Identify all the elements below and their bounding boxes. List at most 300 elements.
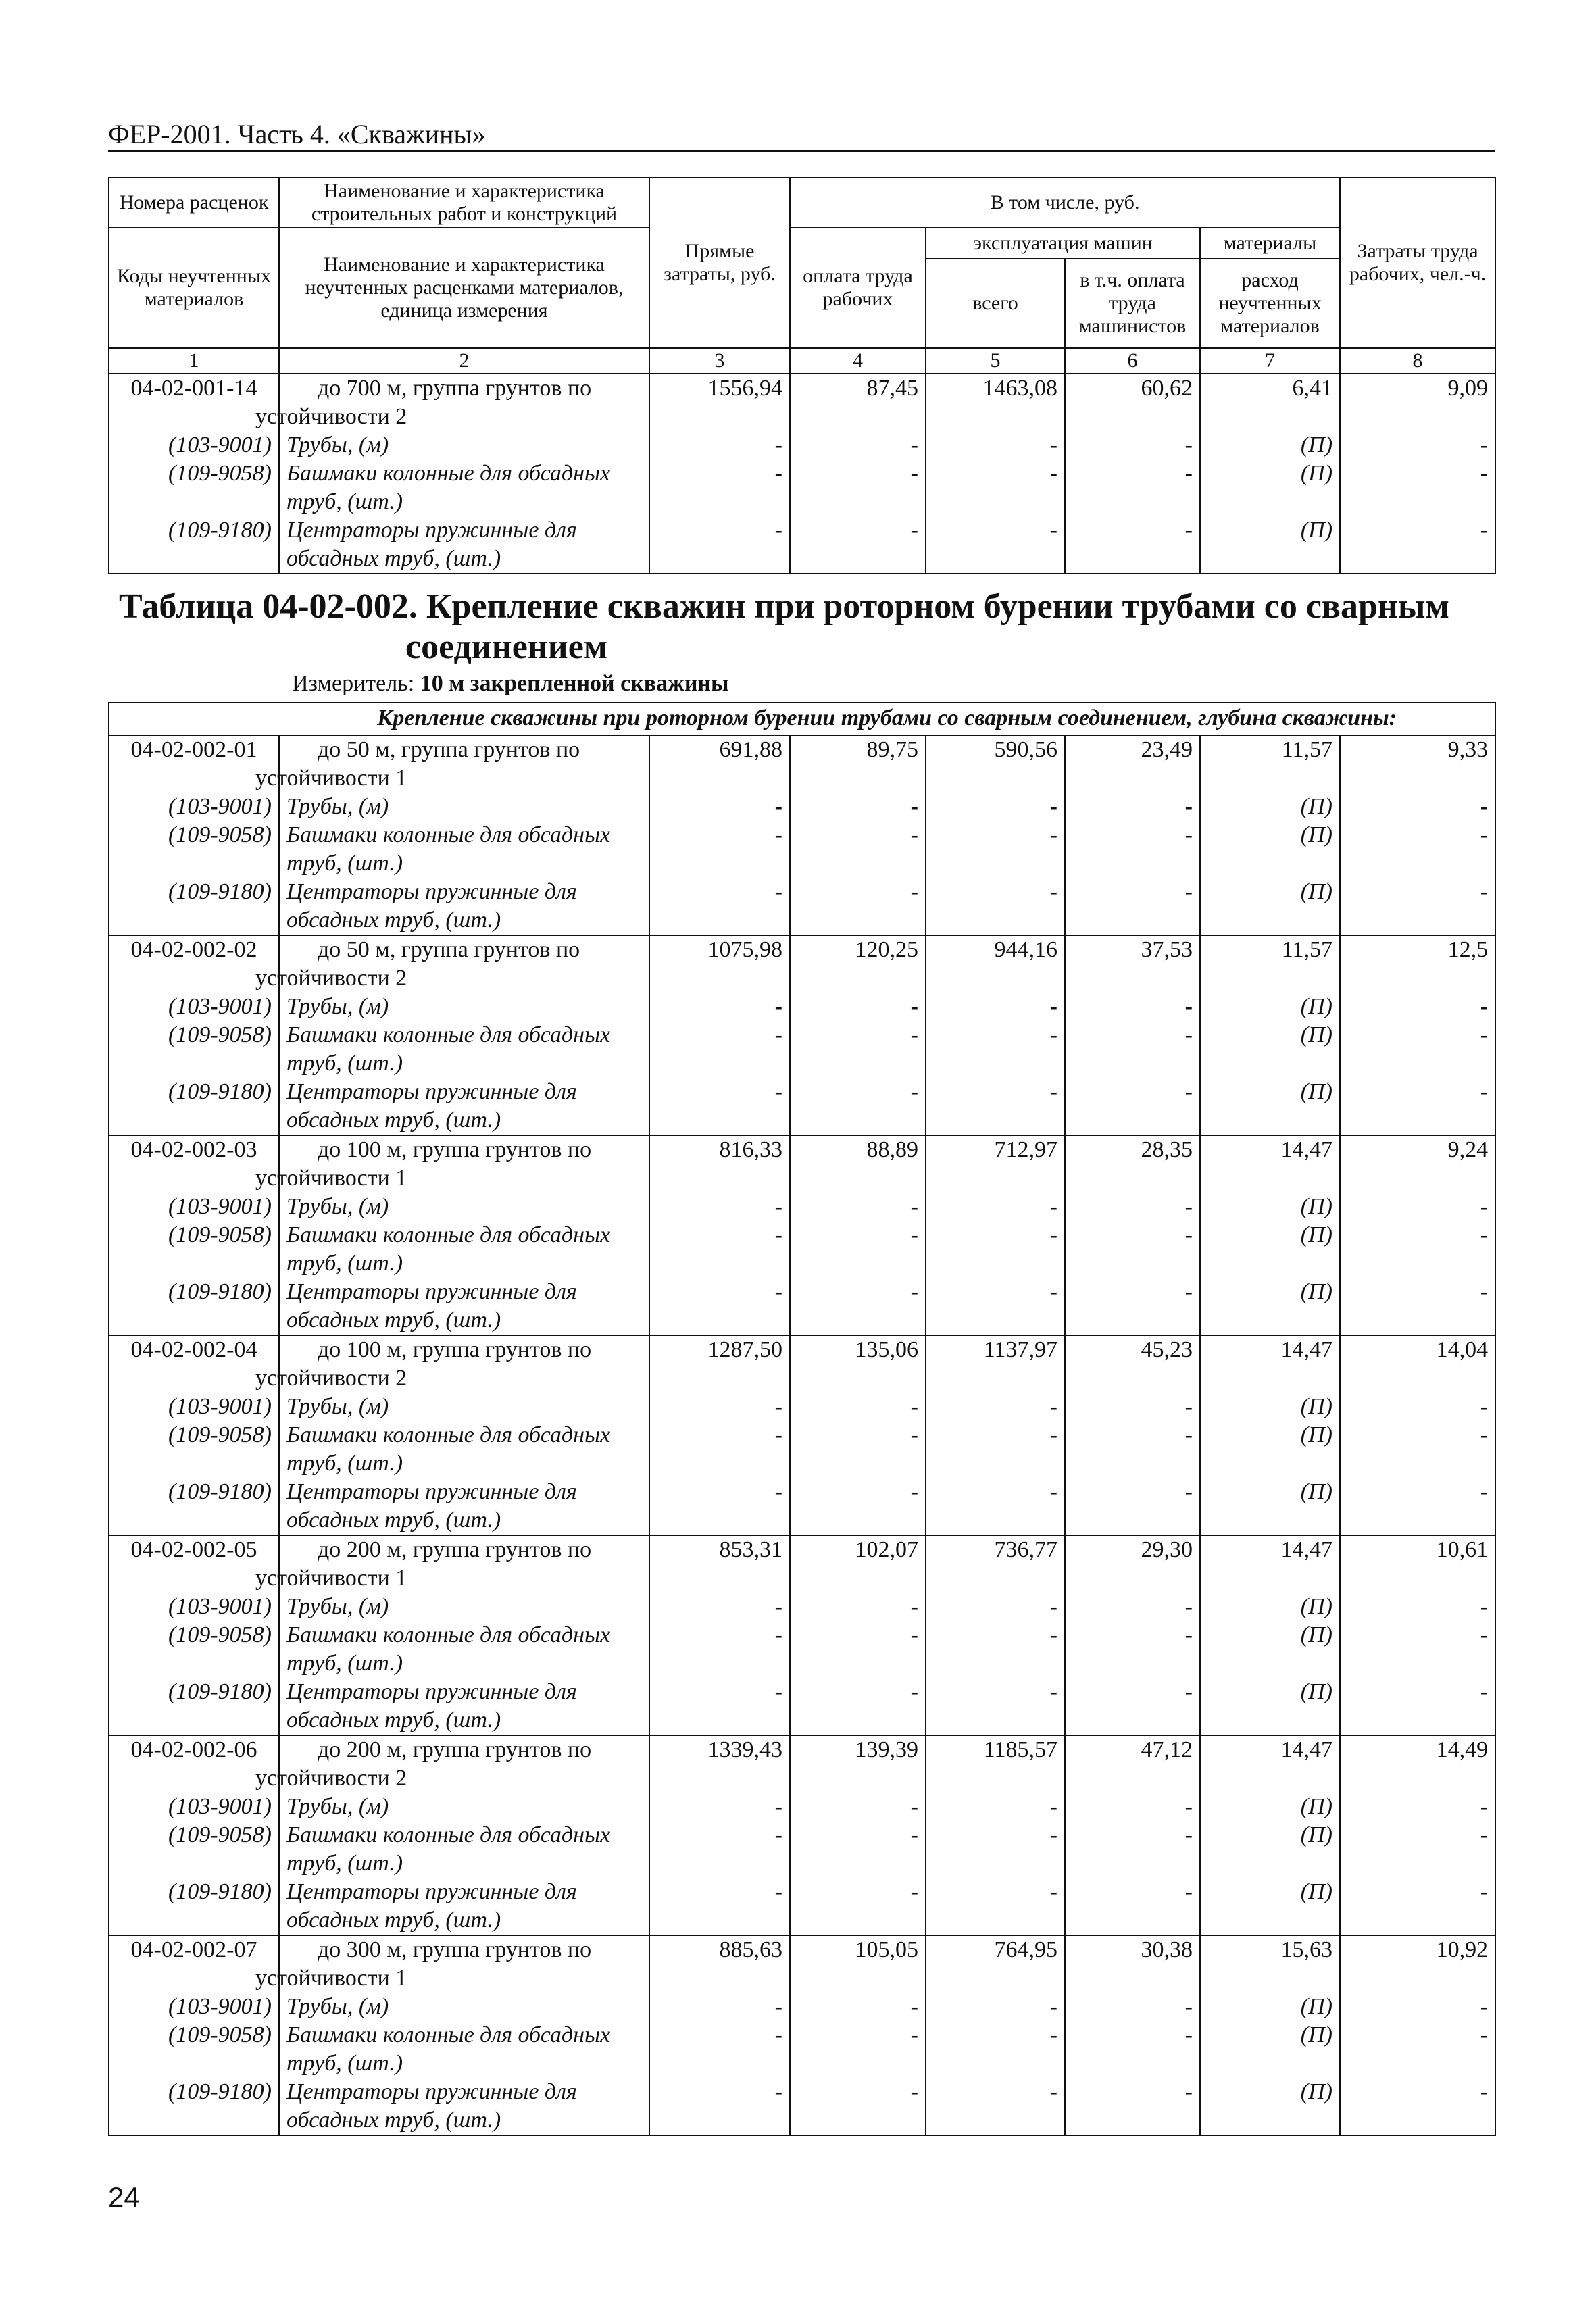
value-operators: 28,35	[1065, 1135, 1200, 1193]
column-number: 3	[649, 348, 790, 374]
empty-value-dash: -	[649, 1421, 790, 1478]
empty-value-dash: -	[926, 1793, 1065, 1821]
name-line: Башмаки колонные для обсадных	[286, 1422, 611, 1447]
name-line: Башмаки колонные для обсадных	[286, 1822, 611, 1847]
column-number: 5	[926, 348, 1065, 374]
empty-value-dash: -	[790, 1593, 926, 1621]
name-line: Центраторы пружинные для	[286, 1879, 577, 1904]
unaccounted-material-mark: (П)	[1200, 821, 1340, 878]
empty-value-dash: -	[1065, 1421, 1200, 1478]
name-line: Трубы, (м)	[286, 432, 389, 457]
unaccounted-material-mark: (П)	[1200, 1421, 1340, 1478]
page-number: 24	[108, 2181, 140, 2213]
work-name	[255, 374, 649, 431]
name-line: Трубы, (м)	[286, 1594, 389, 1619]
rate-row	[109, 374, 1495, 431]
name-line: обсадных труб, (шт.)	[286, 546, 501, 571]
unaccounted-material-mark: (П)	[1200, 1193, 1340, 1221]
material-code: (109-9058)	[109, 1421, 279, 1478]
name-line: труб, (шт.)	[286, 1451, 403, 1476]
name-line: Трубы, (м)	[286, 1994, 389, 2019]
name-line: обсадных труб, (шт.)	[286, 1708, 501, 1733]
name-line: труб, (шт.)	[286, 1251, 403, 1276]
value-direct: 691,88	[649, 735, 790, 793]
column-number: 2	[279, 348, 649, 374]
empty-value-dash: -	[926, 821, 1065, 878]
name-line: труб, (шт.)	[286, 1851, 403, 1876]
col-direct-costs-header: Прямые затраты, руб.	[649, 178, 790, 348]
empty-value-dash: -	[790, 878, 926, 935]
name-line: Башмаки колонные для обсадных	[286, 1622, 611, 1647]
value-machines: 764,95	[926, 1935, 1065, 1993]
value-direct: 885,63	[649, 1935, 790, 1993]
empty-value-dash: -	[1065, 1593, 1200, 1621]
empty-value-dash: -	[649, 1878, 790, 1935]
material-code: (109-9180)	[109, 1678, 279, 1735]
value-materials: 14,47	[1200, 1535, 1340, 1593]
material-name	[279, 1478, 649, 1535]
work-name	[255, 1735, 649, 1793]
rate-row	[109, 1535, 1495, 1593]
material-row	[109, 1421, 1495, 1478]
rate-row	[109, 935, 1495, 993]
empty-value-dash: -	[1340, 1878, 1495, 1935]
unaccounted-material-mark: (П)	[1200, 1021, 1340, 1078]
material-name	[279, 1793, 649, 1821]
empty-value-dash: -	[1340, 2021, 1495, 2078]
empty-value-dash: -	[926, 2021, 1065, 2078]
value-machines: 1463,08	[926, 374, 1065, 431]
material-row	[109, 1621, 1495, 1678]
empty-value-dash: -	[649, 1278, 790, 1335]
table-title	[119, 587, 1484, 668]
value-hours: 9,24	[1340, 1135, 1495, 1193]
material-code: (103-9001)	[109, 1593, 279, 1621]
material-code: (109-9180)	[109, 516, 279, 574]
empty-value-dash: -	[790, 1993, 926, 2021]
value-direct: 853,31	[649, 1535, 790, 1593]
empty-value-dash: -	[790, 2021, 926, 2078]
name-line: обсадных труб, (шт.)	[286, 1308, 501, 1333]
value-machines: 736,77	[926, 1535, 1065, 1593]
value-hours: 10,61	[1340, 1535, 1495, 1593]
material-code: (103-9001)	[109, 793, 279, 821]
name-line: труб, (шт.)	[286, 1051, 403, 1076]
unaccounted-material-mark: (П)	[1200, 431, 1340, 459]
material-name	[279, 1621, 649, 1678]
rates-table	[108, 702, 1496, 2136]
page-header: ФЕР-2001. Часть 4. «Скважины»	[108, 119, 486, 149]
material-name	[279, 1993, 649, 2021]
empty-value-dash: -	[1065, 459, 1200, 516]
name-line: труб, (шт.)	[286, 1651, 403, 1676]
col-material-names-header: Наименование и характеристика неучтенных расценками материалов, единица измерения	[279, 228, 649, 348]
section-caption: Крепление скважины при роторном бурении трубами со сварным соединением, глубина скважины:	[279, 703, 1495, 735]
name-line: Трубы, (м)	[286, 1394, 389, 1419]
value-hours: 10,92	[1340, 1935, 1495, 1993]
value-operators: 37,53	[1065, 935, 1200, 993]
col-material-usage-header: расход неучтенных материалов	[1200, 259, 1340, 348]
rate-row	[109, 1135, 1495, 1193]
name-line: обсадных труб, (шт.)	[286, 2108, 501, 2133]
name-line: Центраторы пружинные для	[286, 879, 577, 904]
unaccounted-material-mark: (П)	[1200, 1878, 1340, 1935]
empty-value-dash: -	[649, 1221, 790, 1278]
material-code: (103-9001)	[109, 1793, 279, 1821]
unaccounted-material-mark: (П)	[1200, 1478, 1340, 1535]
value-direct: 1556,94	[649, 374, 790, 431]
col-labor-hours-header: Затраты труда рабочих, чел.-ч.	[1340, 178, 1495, 348]
name-line: Центраторы пружинные для	[286, 1079, 577, 1104]
material-code: (103-9001)	[109, 1993, 279, 2021]
rate-row	[109, 1935, 1495, 1993]
empty-value-dash: -	[1065, 821, 1200, 878]
material-row	[109, 1993, 1495, 2021]
material-code: (103-9001)	[109, 431, 279, 459]
unaccounted-material-mark: (П)	[1200, 793, 1340, 821]
name-line: до 100 м, группа грунтов по	[318, 1337, 592, 1362]
unaccounted-material-mark: (П)	[1200, 1678, 1340, 1735]
material-name	[279, 1393, 649, 1421]
empty-value-dash: -	[649, 1821, 790, 1878]
value-hours: 14,49	[1340, 1735, 1495, 1793]
col-including-header: В том числе, руб.	[790, 178, 1340, 228]
name-line: труб, (шт.)	[286, 851, 403, 876]
empty-value-dash: -	[790, 793, 926, 821]
empty-value-dash: -	[1340, 993, 1495, 1021]
col-rate-number-header: Номера расценок	[109, 178, 279, 228]
measurement-label: Измеритель:	[292, 671, 415, 696]
empty-value-dash: -	[1340, 1078, 1495, 1135]
unaccounted-material-mark: (П)	[1200, 1278, 1340, 1335]
empty-value-dash: -	[926, 1221, 1065, 1278]
work-name	[255, 1335, 649, 1393]
name-line: устойчивости 1	[255, 1966, 407, 1991]
name-line: Башмаки колонные для обсадных	[286, 461, 611, 486]
material-row	[109, 2021, 1495, 2078]
unaccounted-material-mark: (П)	[1200, 1078, 1340, 1135]
material-name	[279, 1078, 649, 1135]
table-title-line2: соединением	[405, 628, 608, 666]
empty-value-dash: -	[926, 1993, 1065, 2021]
empty-value-dash: -	[649, 1478, 790, 1535]
name-line: Башмаки колонные для обсадных	[286, 822, 611, 847]
col-work-name-header: Наименование и характеристика строительных работ и конструкций	[279, 178, 649, 228]
value-machines: 1185,57	[926, 1735, 1065, 1793]
empty-value-dash: -	[1065, 1478, 1200, 1535]
name-line: Трубы, (м)	[286, 994, 389, 1019]
empty-value-dash: -	[926, 993, 1065, 1021]
empty-value-dash: -	[649, 1193, 790, 1221]
value-labor: 120,25	[790, 935, 926, 993]
empty-value-dash: -	[1065, 2078, 1200, 2135]
empty-value-dash: -	[1340, 516, 1495, 574]
name-line: до 200 м, группа грунтов по	[318, 1737, 592, 1762]
empty-value-dash: -	[649, 2021, 790, 2078]
unaccounted-material-mark: (П)	[1200, 1621, 1340, 1678]
material-name	[279, 1821, 649, 1878]
value-machines: 1137,97	[926, 1335, 1065, 1393]
material-row	[109, 1593, 1495, 1621]
work-name	[255, 1935, 649, 1993]
unaccounted-material-mark: (П)	[1200, 1793, 1340, 1821]
material-row	[109, 1193, 1495, 1221]
value-machines: 590,56	[926, 735, 1065, 793]
empty-value-dash: -	[1065, 1393, 1200, 1421]
empty-value-dash: -	[1340, 431, 1495, 459]
empty-value-dash: -	[1065, 1793, 1200, 1821]
name-line: Башмаки колонные для обсадных	[286, 1022, 611, 1047]
name-line: Центраторы пружинные для	[286, 1479, 577, 1504]
empty-value-dash: -	[1065, 2021, 1200, 2078]
empty-value-dash: -	[1340, 1278, 1495, 1335]
empty-value-dash: -	[926, 1078, 1065, 1135]
material-name	[279, 1193, 649, 1221]
empty-value-dash: -	[1340, 1421, 1495, 1478]
empty-value-dash: -	[790, 1193, 926, 1221]
name-line: устойчивости 2	[255, 1766, 407, 1791]
empty-value-dash: -	[926, 793, 1065, 821]
material-row	[109, 1878, 1495, 1935]
empty-value-dash: -	[790, 993, 926, 1021]
empty-value-dash: -	[649, 1793, 790, 1821]
material-code: (103-9001)	[109, 993, 279, 1021]
empty-value-dash: -	[1340, 1393, 1495, 1421]
empty-value-dash: -	[926, 1678, 1065, 1735]
empty-value-dash: -	[649, 1678, 790, 1735]
empty-value-dash: -	[790, 1078, 926, 1135]
empty-value-dash: -	[1065, 1678, 1200, 1735]
work-name	[255, 1135, 649, 1193]
unaccounted-material-mark: (П)	[1200, 1821, 1340, 1878]
material-name	[279, 793, 649, 821]
name-line: Центраторы пружинные для	[286, 1279, 577, 1304]
rates-table-header	[108, 177, 1496, 574]
material-row	[109, 431, 1495, 459]
col-materials-header: материалы	[1200, 228, 1340, 259]
empty-value-dash: -	[790, 821, 926, 878]
value-labor: 139,39	[790, 1735, 926, 1793]
rate-row	[109, 735, 1495, 793]
value-materials: 15,63	[1200, 1935, 1340, 1993]
material-code: (109-9058)	[109, 1021, 279, 1078]
empty-value-dash: -	[790, 1393, 926, 1421]
name-line: до 100 м, группа грунтов по	[318, 1137, 592, 1162]
material-code: (103-9001)	[109, 1193, 279, 1221]
unaccounted-material-mark: (П)	[1200, 993, 1340, 1021]
material-code: (109-9180)	[109, 1878, 279, 1935]
name-line: устойчивости 1	[255, 1166, 407, 1191]
empty-value-dash: -	[790, 431, 926, 459]
empty-value-dash: -	[649, 1021, 790, 1078]
material-name	[279, 1221, 649, 1278]
value-hours: 9,33	[1340, 735, 1495, 793]
empty-value-dash: -	[926, 1421, 1065, 1478]
material-code: (109-9180)	[109, 2078, 279, 2135]
value-materials: 14,47	[1200, 1135, 1340, 1193]
material-row	[109, 1478, 1495, 1535]
rate-code: 04-02-002-05	[109, 1535, 279, 1593]
empty-value-dash: -	[649, 821, 790, 878]
rate-row	[109, 1735, 1495, 1793]
material-name	[279, 1878, 649, 1935]
empty-value-dash: -	[1065, 516, 1200, 574]
material-code: (109-9180)	[109, 1278, 279, 1335]
empty-value-dash: -	[649, 1593, 790, 1621]
material-row	[109, 1793, 1495, 1821]
empty-value-dash: -	[1340, 2078, 1495, 2135]
material-row	[109, 793, 1495, 821]
table-title-line1: Таблица 04-02-002. Крепление скважин при роторном бурении трубами со сварным	[119, 587, 1449, 626]
material-code: (109-9058)	[109, 821, 279, 878]
empty-value-dash: -	[790, 1821, 926, 1878]
empty-value-dash: -	[649, 793, 790, 821]
material-row	[109, 1393, 1495, 1421]
unaccounted-material-mark: (П)	[1200, 2078, 1340, 2135]
value-machines: 944,16	[926, 935, 1065, 993]
material-code: (109-9180)	[109, 1078, 279, 1135]
name-line: устойчивости 1	[255, 766, 407, 791]
empty-value-dash: -	[1340, 1678, 1495, 1735]
empty-value-dash: -	[649, 993, 790, 1021]
material-name	[279, 2021, 649, 2078]
empty-value-dash: -	[926, 1878, 1065, 1935]
name-line: устойчивости 1	[255, 1566, 407, 1591]
material-row	[109, 1078, 1495, 1135]
col-operator-wages-header: в т.ч. оплата труда машинистов	[1065, 259, 1200, 348]
value-operators: 23,49	[1065, 735, 1200, 793]
name-line: до 50 м, группа грунтов по	[318, 737, 580, 762]
empty-value-dash: -	[1340, 1821, 1495, 1878]
material-name	[279, 516, 649, 574]
material-name	[279, 993, 649, 1021]
value-labor: 105,05	[790, 1935, 926, 1993]
value-hours: 9,09	[1340, 374, 1495, 431]
empty-value-dash: -	[1065, 1993, 1200, 2021]
material-name	[279, 2078, 649, 2135]
unaccounted-material-mark: (П)	[1200, 459, 1340, 516]
name-line: Башмаки колонные для обсадных	[286, 2022, 611, 2047]
material-row	[109, 993, 1495, 1021]
column-number: 4	[790, 348, 926, 374]
empty-value-dash: -	[926, 1478, 1065, 1535]
empty-value-dash: -	[926, 1621, 1065, 1678]
column-number: 6	[1065, 348, 1200, 374]
empty-value-dash: -	[790, 1878, 926, 1935]
work-name	[255, 935, 649, 993]
value-operators: 45,23	[1065, 1335, 1200, 1393]
empty-value-dash: -	[790, 1478, 926, 1535]
empty-value-dash: -	[1340, 1621, 1495, 1678]
value-direct: 1339,43	[649, 1735, 790, 1793]
value-operators: 60,62	[1065, 374, 1200, 431]
material-row	[109, 1678, 1495, 1735]
empty-value-dash: -	[790, 1678, 926, 1735]
empty-value-dash: -	[926, 431, 1065, 459]
empty-value-dash: -	[1065, 1078, 1200, 1135]
empty-value-dash: -	[926, 516, 1065, 574]
col-worker-wages-header: оплата труда рабочих	[790, 228, 926, 348]
rate-row	[109, 1335, 1495, 1393]
name-line: до 300 м, группа грунтов по	[318, 1937, 592, 1962]
empty-value-dash: -	[926, 1193, 1065, 1221]
empty-value-dash: -	[1340, 1993, 1495, 2021]
empty-value-dash: -	[1340, 1478, 1495, 1535]
empty-value-dash: -	[790, 1221, 926, 1278]
empty-value-dash: -	[649, 2078, 790, 2135]
unaccounted-material-mark: (П)	[1200, 516, 1340, 574]
material-code: (109-9058)	[109, 1821, 279, 1878]
value-machines: 712,97	[926, 1135, 1065, 1193]
value-operators: 29,30	[1065, 1535, 1200, 1593]
material-row	[109, 1021, 1495, 1078]
empty-value-dash: -	[649, 1393, 790, 1421]
material-row	[109, 1278, 1495, 1335]
name-line: устойчивости 2	[255, 966, 407, 991]
empty-value-dash: -	[1340, 1021, 1495, 1078]
column-number: 1	[109, 348, 279, 374]
value-labor: 88,89	[790, 1135, 926, 1193]
empty-value-dash: -	[1065, 1278, 1200, 1335]
name-line: до 50 м, группа грунтов по	[318, 937, 580, 962]
name-line: труб, (шт.)	[286, 489, 403, 514]
material-code: (109-9180)	[109, 1478, 279, 1535]
empty-value-dash: -	[1340, 1593, 1495, 1621]
empty-value-dash: -	[649, 459, 790, 516]
material-row	[109, 516, 1495, 574]
empty-value-dash: -	[649, 1621, 790, 1678]
name-line: обсадных труб, (шт.)	[286, 1107, 501, 1132]
material-row	[109, 821, 1495, 878]
empty-value-dash: -	[1065, 1221, 1200, 1278]
rate-code: 04-02-002-06	[109, 1735, 279, 1793]
material-name	[279, 1593, 649, 1621]
value-labor: 89,75	[790, 735, 926, 793]
material-code: (109-9058)	[109, 459, 279, 516]
value-labor: 135,06	[790, 1335, 926, 1393]
empty-value-dash: -	[926, 2078, 1065, 2135]
empty-value-dash: -	[1065, 1821, 1200, 1878]
rate-code: 04-02-002-04	[109, 1335, 279, 1393]
empty-value-dash: -	[649, 431, 790, 459]
value-labor: 102,07	[790, 1535, 926, 1593]
name-line: до 700 м, группа грунтов по	[318, 376, 592, 401]
material-code: (103-9001)	[109, 1393, 279, 1421]
empty-value-dash: -	[1065, 1621, 1200, 1678]
empty-value-dash: -	[1340, 459, 1495, 516]
measurement-unit	[292, 671, 729, 697]
rate-code: 04-02-002-01	[109, 735, 279, 793]
work-name	[255, 735, 649, 793]
material-name	[279, 431, 649, 459]
empty-value-dash: -	[649, 1993, 790, 2021]
material-name	[279, 821, 649, 878]
name-line: Трубы, (м)	[286, 1194, 389, 1219]
empty-value-dash: -	[1065, 1021, 1200, 1078]
empty-value-dash: -	[1340, 1193, 1495, 1221]
material-row	[109, 2078, 1495, 2135]
material-code: (109-9058)	[109, 1621, 279, 1678]
empty-value-dash: -	[790, 1421, 926, 1478]
empty-value-dash: -	[1065, 993, 1200, 1021]
value-operators: 47,12	[1065, 1735, 1200, 1793]
value-direct: 816,33	[649, 1135, 790, 1193]
empty-value-dash: -	[1065, 1878, 1200, 1935]
empty-value-dash: -	[649, 878, 790, 935]
col-machines-total-header: всего	[926, 259, 1065, 348]
column-number: 7	[1200, 348, 1340, 374]
value-materials: 6,41	[1200, 374, 1340, 431]
